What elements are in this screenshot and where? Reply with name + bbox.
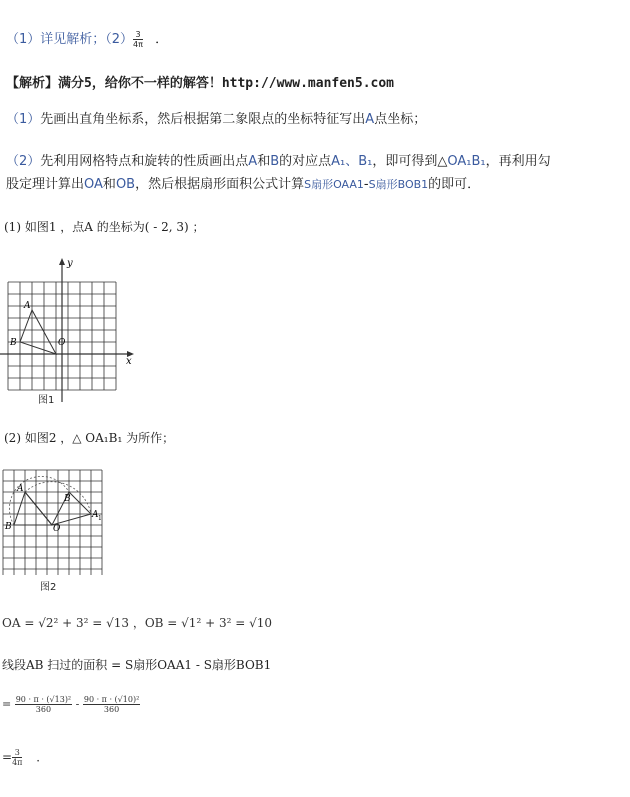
figure-2-point-o: O [53,524,61,534]
figure-1-point-o: O [58,338,66,348]
analysis-step1: （1）先画出直角坐标系，然后根据第二象限点的坐标特征写出A点坐标； [6,112,427,127]
solution-formula: = $\frac{\text{90 · π · (√13)²}}{360}$ - $\frac{\text{90 · π · (√10)²}}{360}$ [2,695,140,714]
figure-2-point-a: A [17,484,24,494]
figure-2 [0,465,120,585]
analysis-step2-line1: （2）先利用网格特点和旋转的性质画出点A和B的对应点A₁、B₁，即可得到△OA₁B₁，再利用勾 [6,154,551,169]
answer-fraction: $\frac{3}{4\pi}$ [133,30,143,49]
solution-line2: (2) 如图2 ，△ OA₁B₁ 为所作； [4,431,175,445]
figure-2-point-b: B [5,522,12,532]
figure-1-point-b: B [10,338,17,348]
result-fraction: $\frac{3}{4\pi}$ [12,748,23,767]
solution-area-line: 线段AB 扫过的面积 = S扇形OAA1 - S扇形BOB1 [2,658,272,672]
answer-end: ． [155,32,169,47]
figure-1-triangle [20,310,56,354]
figure-2-caption: 图2 [40,582,57,593]
analysis-step2-line2: 股定理计算出OA和OB，然后根据扇形面积公式计算S扇形OAA1-S扇形BOB1的即可． [6,177,481,192]
answer-line [6,28,168,49]
figure-2-segment-oa [25,492,52,525]
formula-term-2: $\frac{\text{90 · π · (√10)²}}{360}$ [83,695,140,714]
figure-1-y-label: y [67,258,73,269]
figure-2-point-a1-sub: 1 [98,515,102,522]
formula-term-1: $\frac{\text{90 · π · (√13)²}}{360}$ [15,695,72,714]
figure-1-y-arrow [59,258,65,265]
solution-line1: (1) 如图1 ，点A 的坐标为( - 2, 3) ； [4,220,205,234]
figure-1-x-label: x [126,356,132,367]
solution-result: = $\frac{3}{4\pi}$ ． [2,748,49,767]
figure-1-point-a: A [24,301,31,311]
figure-2-point-b1: B [64,494,71,504]
solution-oa-ob: OA = √2² + 3² = √13 ，OB = √1² + 3² = √10 [2,616,272,630]
figure-2-triangle-original [14,492,52,525]
figure-1-caption: 图1 [38,395,55,406]
figure-2-point-a1: A [92,510,99,520]
answer-part1: （1）详见解析；（2） [6,32,134,47]
figure-1 [0,250,150,410]
analysis-header: 【解析】满分5，给你不一样的解答！http://www.manfen5.com [6,76,395,91]
